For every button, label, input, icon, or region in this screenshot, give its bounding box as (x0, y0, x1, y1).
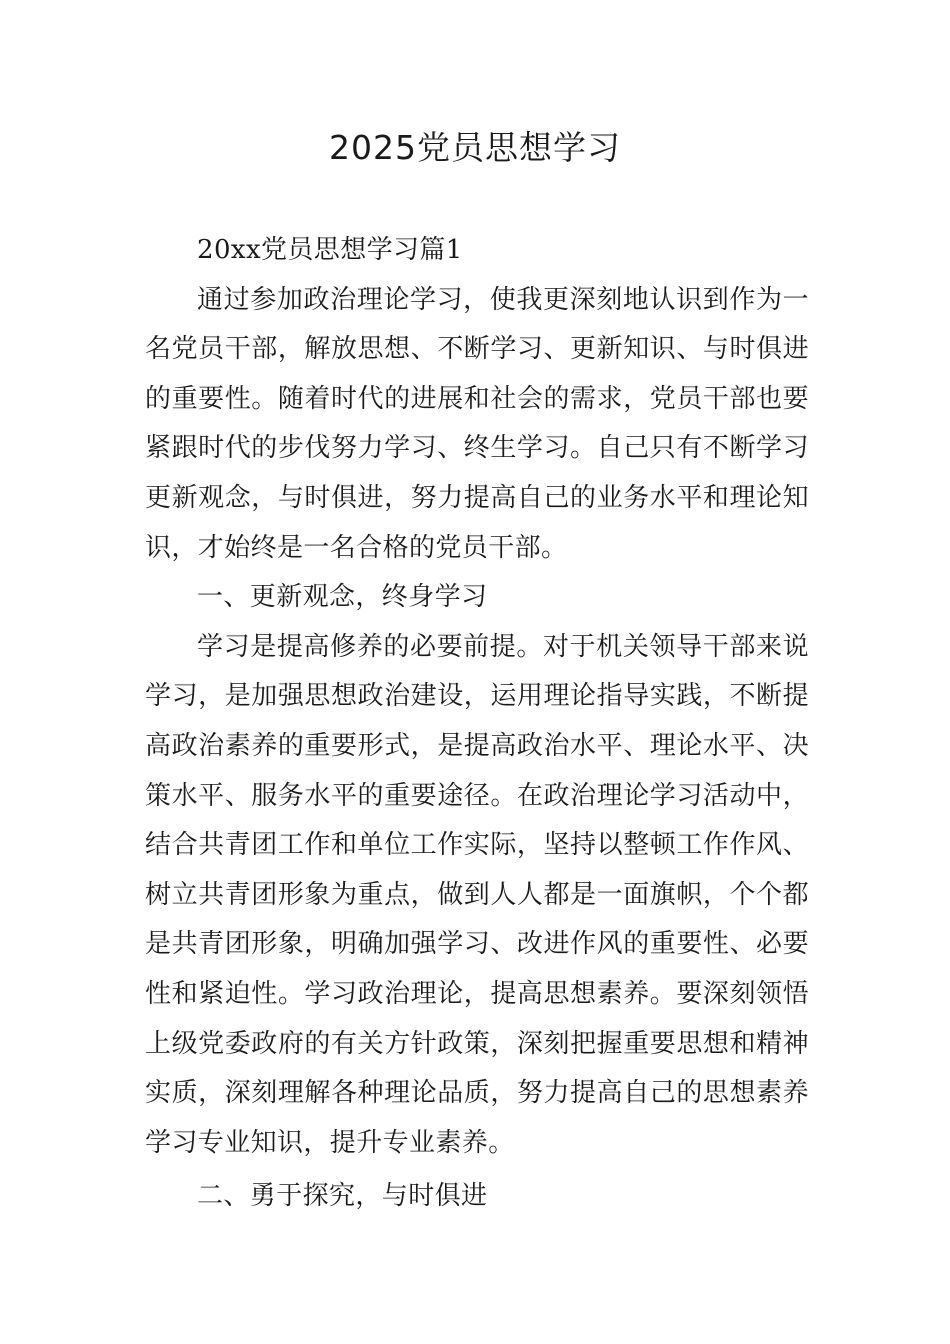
document-body (145, 226, 809, 1222)
section-heading: 一、更新观念，终身学习 (197, 582, 488, 613)
document-title: 2025党员思想学习 (329, 128, 621, 167)
section-heading: 20xx党员思想学习篇1 (197, 235, 463, 265)
body-paragraph: 通过参加政治理论学习，使我更深刻地认识到作为一名党员干部，解放思想、不断学习、更新知识、与时俱进的重要性。随着时代的进展和社会的需求，党员干部也要紧跟时代的步伐努力学习、终生学习。自己只有不断学习更新观念，与时俱进，努力提高自己的业务水平和理论知识，才始终是一名合格的党员干部。 (145, 284, 809, 563)
body-paragraph: 学习是提高修养的必要前提。对于机关领导干部来说学习，是加强思想政治建设，运用理论指导实践，不断提高政治素养的重要形式，是提高政治水平、理论水平、决策水平、服务水平的重要途径。在政治理论学习活动中，结合共青团工作和单位工作实际，坚持以整顿工作作风、树立共青团形象为重点，做到人人都是一面旗帜，个个都是共青团形象，明确加强学习、改进作风的重要性、必要性和紧迫性。学习政治理论，提高思想素养。要深刻领悟上级党委政府的有关方针政策，深刻把握重要思想和精神实质，深刻理解各种理论品质，努力提高自己的思想素养学习专业知识，提升专业素养。 (145, 631, 809, 1158)
section-heading: 二、勇于探究，与时俱进 (197, 1181, 488, 1212)
